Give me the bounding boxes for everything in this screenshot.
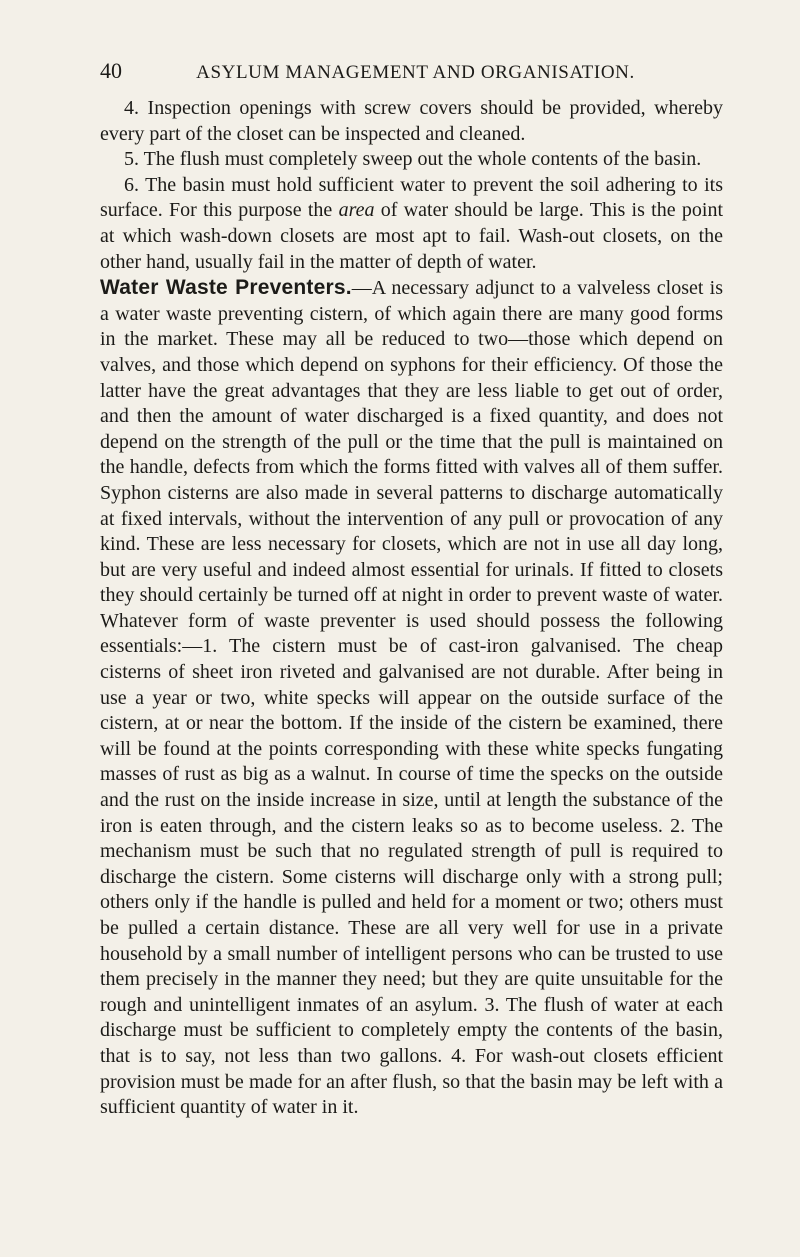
page-header — [100, 58, 723, 96]
item-text-before: The basin must hold sufficient water to prevent the soil adhering to its surface. For this purpose the — [100, 173, 724, 222]
section-body: —A necessary adjunct to a valveless closet is a water waste preventing cistern, of which again there are many good forms in the market. These may all be reduced to two—those which depend on valves, and those which depend on syphons for their efficiency. Of those the latter have the great advantages that they are less liable to get out of order, and then the amount of water discharged is a fixed quantity, and does not depend on the strength of the pull or the time that the pull is maintained on the handle, defects from which the forms fitted with valves all of them suffer. Syphon cisterns are also made in several patterns to discharge automatically at fixed intervals, without the intervention of any pull or provocation of any kind. These are less necessary for closets, which are not in use all day long, but are very useful and indeed almost essential for urinals. If fitted to closets they should certainly be turned off at night in order to prevent waste of water. Whatever form of waste preventer is used should possess the following essentials:—1. The cistern must be of cast-iron galvanised. The cheap cisterns of sheet iron riveted and galvanised are not durable. After being in use a year or two, white specks will appear on the outside surface of the cistern, at or near the bottom. If the inside of the cistern be examined, there will be found at the points corresponding with these white specks fungating masses of rust as big as a walnut. In course of time the specks on the outside and the rust on the inside increase in size, until at length the substance of the iron is eaten through, and the cistern leaks so as to become useless. 2. The mechanism must be such that no regulated strength of pull is required to discharge the cistern. Some cisterns will discharge only with a strong pull; others only if the handle is pulled and held for a moment or two; others must be pulled a certain distance. These are all very well for use in a private household by a small number of intelligent persons who can be trusted to use them precisely in the manner they need; but they are quite unsuitable for the rough and unintelligent inmates of an asylum. 3. The flush of water at each discharge must be sufficient to completely empty the contents of the basin, that is to say, not less than two gallons. 4. For wash-out closets efficient provision must be made for an after flush, so that the basin may be left with a sufficient quantity of water in it. — [100, 277, 723, 1119]
item-text: The flush must completely sweep out the whole contents of the basin. — [143, 148, 702, 171]
numbered-paragraph-6 — [100, 173, 723, 275]
numbered-paragraph-5 — [100, 147, 723, 173]
numbered-paragraph-4 — [100, 96, 723, 147]
item-text: Inspection openings with screw covers should be provided, whereby every part of the closet can be inspected and cleaned. — [100, 97, 723, 145]
item-text-after: of water should be large. This is the point at which wash-down closets are most apt to fail. Wash-out closets, on the other hand, usually fail in the matter of depth of water. — [100, 199, 724, 273]
item-number: 4. — [124, 97, 139, 119]
emphasized-word: area — [338, 199, 375, 222]
item-number: 6. — [124, 173, 139, 196]
section-heading: Water Waste Preventers. — [100, 276, 352, 300]
section-paragraph — [100, 275, 723, 1121]
running-title: ASYLUM MANAGEMENT AND ORGANISATION. — [196, 62, 635, 83]
book-page — [100, 58, 723, 1121]
item-number: 5. — [124, 148, 139, 171]
page-number: 40 — [100, 58, 122, 83]
